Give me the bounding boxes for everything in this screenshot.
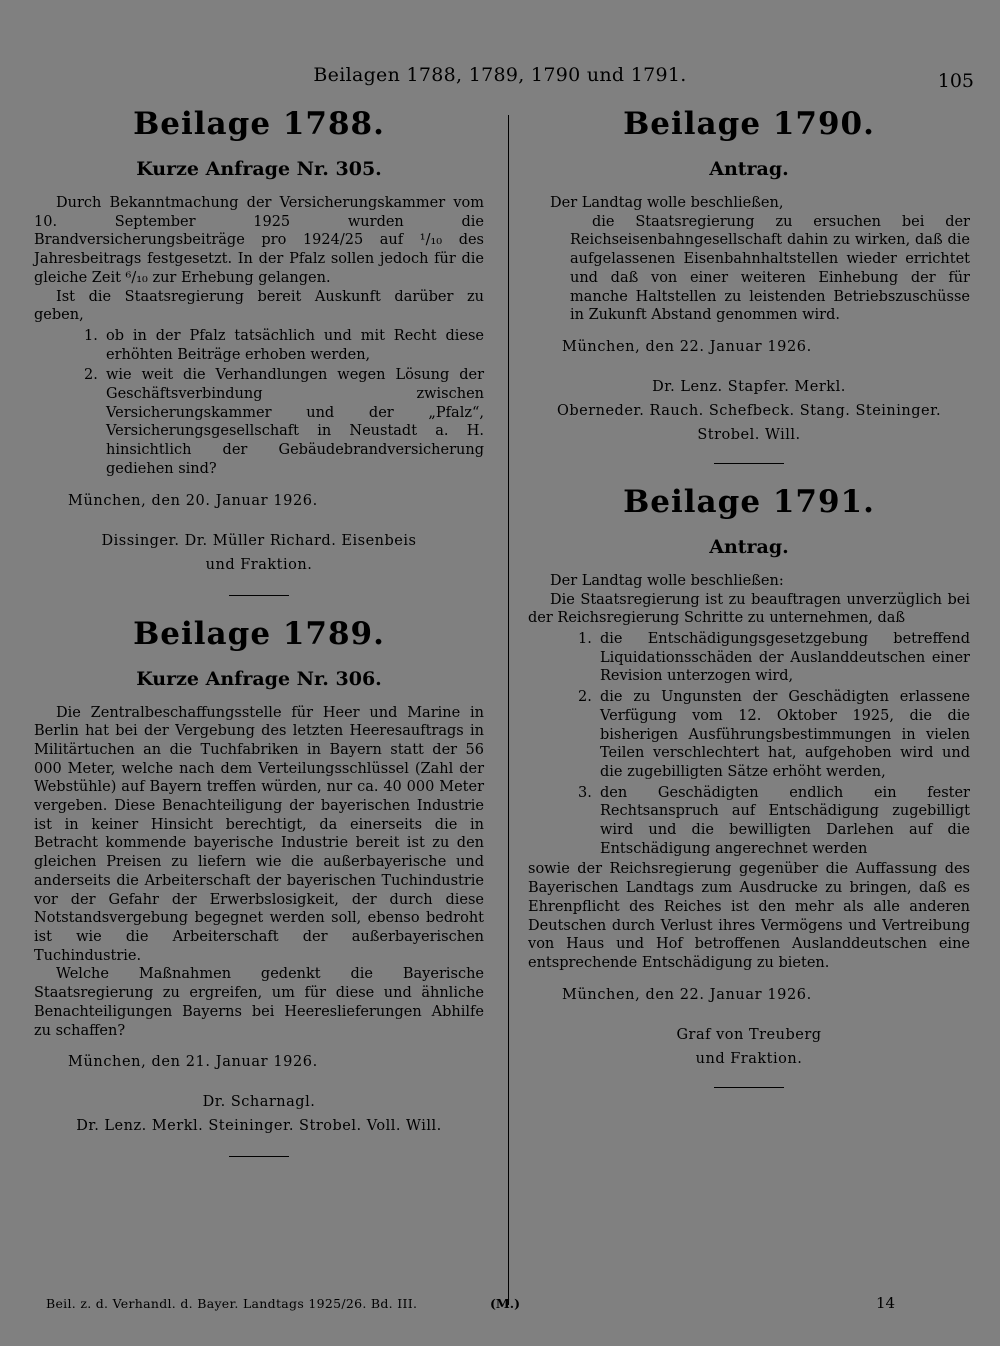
list-item [556, 688, 970, 782]
body-paragraph: Die Staatsregierung ist zu beauftragen unverzüglich bei der Reichsregierung Schritte zu unternehmen, daß [528, 591, 970, 627]
signers-line: und Fraktion. [205, 556, 313, 573]
beilage-subtitle: Antrag. [709, 535, 789, 558]
signers [528, 1023, 970, 1071]
section-divider [229, 1156, 289, 1157]
signers [34, 1090, 484, 1138]
item-number: 1. [84, 327, 98, 344]
running-head: Beilagen 1788, 1789, 1790 und 1791. [313, 64, 687, 86]
page-number: 105 [937, 70, 974, 92]
item-number: 3. [578, 784, 592, 801]
beilage-title: Beilage 1788. [133, 106, 385, 142]
item-number: 2. [578, 689, 592, 706]
signers [34, 529, 484, 577]
right-column [528, 100, 970, 1108]
beilage-1789 [34, 616, 484, 1139]
signers-line: Graf von Treuberg [676, 1026, 822, 1043]
signers-line: Dr. Lenz. Stapfer. Merkl. [652, 378, 846, 395]
footer-sheet-number: 14 [876, 1294, 896, 1312]
list-item [62, 327, 484, 364]
beilage-title: Beilage 1790. [623, 106, 875, 142]
item-text: wie weit die Verhandlungen wegen Lösung der Geschäftsverbindung zwischen Versicherungskammer und der „Pfalz“, Versicherungsgesellschaft in Neustadt a. H. hinsichtlich der Gebäudebrandversicherung gediehen sind? [106, 367, 484, 477]
signers-line: und Fraktion. [695, 1050, 803, 1067]
beilage-1791 [528, 484, 970, 1071]
intro-paragraph: Durch Bekanntmachung der Versicherungskammer vom 10. September 1925 wurden die Brandversicherungsbeiträge pro 1924/25 auf ¹/₁₀ des Jahresbeitrags festgesetzt. In der Pfalz sollen jedoch für die gleiche Zeit ⁶/₁₀ zur Erhebung gelangen. [34, 195, 484, 286]
section-divider [229, 595, 289, 596]
footer-mark: (M.) [490, 1296, 521, 1311]
question-paragraph: Ist die Staatsregierung bereit Auskunft darüber zu geben, [34, 288, 484, 324]
beilage-1790 [528, 106, 970, 447]
section-divider [714, 1087, 784, 1088]
list-item [62, 366, 484, 478]
question-list [34, 327, 484, 479]
beilage-title: Beilage 1791. [623, 483, 875, 520]
place-date: München, den 21. Januar 1926. [68, 1054, 318, 1071]
signers [528, 375, 970, 447]
body-paragraph: die Staatsregierung zu ersuchen bei der Reichseisenbahngesellschaft dahin zu wirken, daß die aufgelassenen Eisenbahnhaltstellen wieder errichtet und daß von einer weiteren Einhebung der für manche Haltstellen zu leistenden Betriebszuschüsse in Zukunft Abstand genommen wird. [570, 213, 970, 324]
item-number: 2. [84, 367, 98, 384]
closing-paragraph: sowie der Reichsregierung gegenüber die Auffassung des Bayerischen Landtags zum Ausdrucke zu bringen, daß es Ehrenpflicht des Reiches ist den mehr als alle anderen Deutschen durch Verlust ihres Vermögens und Vertreibung von Haus und Hof betroffenen Auslanddeutschen eine entsprechende Entschädigung zu bieten. [528, 861, 970, 971]
column-divider [508, 115, 509, 1305]
beilage-1788 [34, 106, 484, 577]
item-text: den Geschädigten endlich ein fester Rechtsanspruch auf Entschädigung zugebilligt wird und die bewilligten Darlehen auf die Entschädigung angerechnet werden [600, 784, 970, 857]
place-date: München, den 22. Januar 1926. [562, 986, 812, 1003]
intro-paragraph: Der Landtag wolle beschließen: [550, 572, 784, 589]
item-text: die Entschädigungsgesetzgebung betreffend Liquidationsschäden der Auslanddeutschen einer Revision unterzogen wird, [600, 631, 970, 685]
item-text: die zu Ungunsten der Geschädigten erlassene Verfügung vom 12. Oktober 1925, die die bisherigen Ausführungsbestimmungen in vielen Teilen verschlechtert hat, aufgehoben wird und die zugebilligten Sätze erhöht werden, [600, 689, 970, 780]
list-item [556, 784, 970, 859]
intro-paragraph: Der Landtag wolle beschließen, [550, 195, 784, 211]
question-paragraph: Welche Maßnahmen gedenkt die Bayerische Staatsregierung zu ergreifen, um für diese und ähnliche Benachteiligungen Bayerns bei Heereslieferungen Abhilfe zu schaffen? [34, 966, 484, 1039]
list-item [556, 630, 970, 686]
beilage-title: Beilage 1789. [133, 615, 385, 652]
signers-line: Oberneder. Rauch. Schefbeck. Stang. Steininger. Strobel. Will. [556, 402, 942, 443]
section-divider [714, 463, 784, 464]
footer-citation: Beil. z. d. Verhandl. d. Bayer. Landtags 1925/26. Bd. III. [46, 1296, 418, 1311]
signers-line: Dissinger. Dr. Müller Richard. Eisenbeis [101, 532, 417, 549]
beilage-subtitle: Kurze Anfrage Nr. 305. [136, 158, 382, 180]
item-number: 1. [578, 631, 592, 648]
signers-line: Dr. Lenz. Merkl. Steininger. Strobel. Voll. Will. [76, 1118, 442, 1135]
signers-line: Dr. Scharnagl. [202, 1094, 316, 1111]
item-text: ob in der Pfalz tatsächlich und mit Recht diese erhöhten Beiträge erhoben werden, [106, 327, 484, 363]
place-date: München, den 22. Januar 1926. [562, 338, 812, 355]
beilage-subtitle: Kurze Anfrage Nr. 306. [136, 667, 382, 690]
request-list [528, 630, 970, 858]
place-date: München, den 20. Januar 1926. [68, 492, 318, 509]
left-column [34, 100, 484, 1177]
beilage-subtitle: Antrag. [709, 158, 789, 180]
body-paragraph: Die Zentralbeschaffungsstelle für Heer und Marine in Berlin hat bei der Vergebung des letzten Heeresauftrags in Militärtuchen an die Tuchfabriken in Bayern statt der 56 000 Meter, welche nach dem Verteilungsschlüssel (Zahl der Webstühle) auf Bayern treffen würden, nur ca. 40 000 Meter vergeben. Diese Benachteiligung der bayerischen Industrie ist in keiner Hinsicht berechtigt, da einerseits die in Betracht kommende bayerische Industrie bereit ist zu den gleichen Preisen zu liefern wie die außerbayerische und anderseits die Arbeiterschaft der bayerischen Tuchindustrie vor der Gefahr der Erwerbslosigkeit, der durch diese Notstandsvergebung begegnet werden soll, ebenso bedroht ist wie die Arbeiterschaft der außerbayerischen Tuchindustrie. [34, 704, 484, 964]
